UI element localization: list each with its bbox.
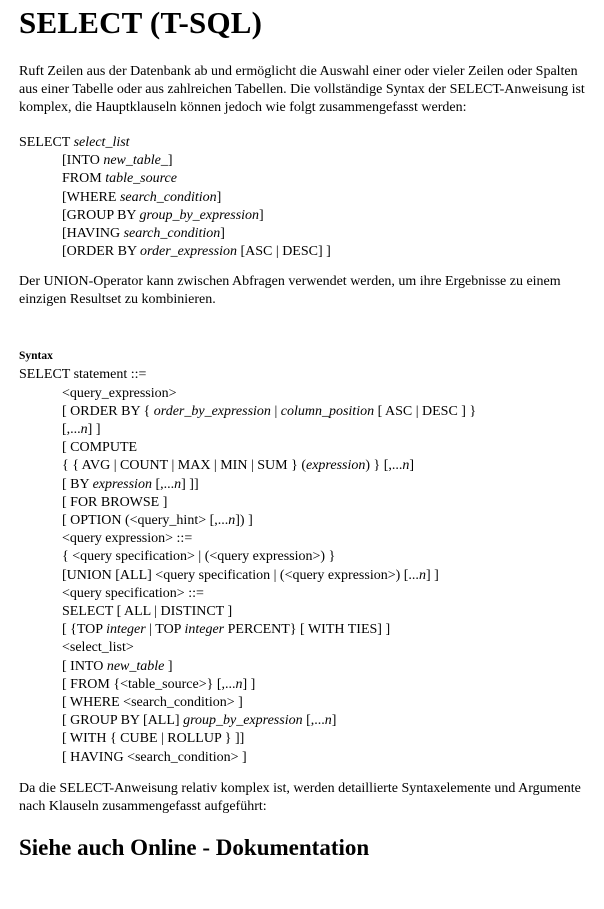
summary-line: [19, 170, 598, 188]
syntax-placeholder: expression: [306, 458, 366, 474]
syntax-text: [ ASC | DESC ] }: [374, 403, 477, 419]
syntax-text: [ ORDER BY {: [62, 403, 154, 419]
syntax-line: [19, 530, 598, 548]
syntax-text: <query specification> ::=: [62, 585, 204, 601]
syntax-text: SELECT: [19, 135, 74, 150]
syntax-text: [ OPTION (<query_hint> [,...: [62, 513, 229, 529]
syntax-line: [19, 639, 598, 657]
syntax-placeholder: n: [174, 476, 182, 492]
syntax-text: [ INTO: [62, 658, 107, 674]
syntax-placeholder: search_condition: [119, 189, 217, 205]
syntax-text: ] ]]: [181, 476, 199, 492]
syntax-text: [ORDER BY: [62, 244, 141, 260]
syntax-text: [ FROM {<table_source>} [,...: [62, 676, 236, 692]
syntax-text: | TOP: [145, 622, 185, 638]
syntax-text: <select_list>: [62, 640, 134, 656]
syntax-line: [19, 512, 598, 530]
summary-line: [19, 207, 598, 225]
summary-line: [19, 243, 598, 261]
syntax-text: PERCENT} [ WITH TIES] ]: [224, 622, 391, 638]
syntax-text: { <query specification> | (<query expression>) }: [62, 549, 336, 565]
see-also-heading: Siehe auch Online - Dokumentation: [19, 834, 370, 860]
syntax-placeholder: n: [418, 567, 426, 583]
syntax-text: ) } [,...: [365, 458, 403, 474]
syntax-text: ] ]: [87, 422, 101, 438]
syntax-text: ] ]: [425, 567, 439, 583]
syntax-line: [19, 749, 598, 767]
syntax-text: [GROUP BY: [62, 207, 140, 223]
syntax-line: [19, 385, 598, 403]
syntax-placeholder: table_source: [105, 171, 177, 187]
syntax-text: [WHERE: [62, 189, 120, 205]
syntax-text: ]) ]: [235, 513, 253, 529]
syntax-text: [,...: [62, 422, 81, 438]
syntax-text: [ GROUP BY [ALL]: [62, 713, 184, 729]
union-paragraph: Der UNION-Operator kann zwischen Abfragen verwendet werden, um ihre Ergebnisse zu einem einzigen Resultset zu kombinieren.: [19, 274, 561, 308]
syntax-line: [19, 421, 598, 439]
syntax-text: <query_expression>: [62, 385, 177, 401]
syntax-placeholder: n: [235, 676, 243, 692]
syntax-text: SELECT [ ALL | DISTINCT ]: [62, 604, 233, 620]
syntax-text: FROM: [62, 171, 106, 187]
summary-line: [19, 134, 598, 152]
syntax-line: [19, 457, 598, 475]
syntax-placeholder: search_condition: [123, 226, 221, 242]
syntax-line: [19, 694, 598, 712]
syntax-line: [19, 476, 598, 494]
syntax-placeholder: group_by_expression: [183, 713, 303, 729]
syntax-block: [19, 366, 598, 766]
syntax-text: ]: [167, 153, 173, 169]
syntax-placeholder: n: [402, 458, 410, 474]
syntax-placeholder: order_expression: [140, 244, 237, 260]
syntax-placeholder: n: [80, 422, 88, 438]
syntax-placeholder: select_list: [73, 135, 130, 150]
syntax-text: <query expression> ::=: [62, 531, 193, 547]
syntax-text: [ COMPUTE: [62, 440, 138, 456]
syntax-text: { { AVG | COUNT | MAX | MIN | SUM } (: [62, 458, 306, 474]
select-summary-block: [19, 134, 598, 261]
summary-line: [19, 152, 598, 170]
syntax-line: [19, 366, 598, 384]
syntax-text: ]: [259, 207, 264, 223]
syntax-text: [ BY: [62, 476, 93, 492]
syntax-heading: Syntax: [19, 350, 53, 363]
syntax-text: ]: [164, 658, 173, 674]
syntax-line: [19, 567, 598, 585]
syntax-text: [,...: [151, 476, 175, 492]
syntax-line: [19, 494, 598, 512]
syntax-line: [19, 730, 598, 748]
syntax-text: [HAVING: [62, 226, 124, 242]
syntax-text: SELECT statement ::=: [19, 367, 147, 383]
syntax-placeholder: n: [228, 513, 236, 529]
syntax-line: [19, 403, 598, 421]
summary-line: [19, 189, 598, 207]
syntax-placeholder: integer: [106, 622, 146, 638]
syntax-placeholder: new_table_: [103, 153, 168, 169]
syntax-text: ]: [216, 189, 222, 205]
syntax-placeholder: column_position: [280, 403, 375, 419]
syntax-placeholder: integer: [184, 622, 225, 638]
syntax-placeholder: group_by_expression: [139, 207, 260, 223]
syntax-text: ] ]: [242, 676, 256, 692]
intro-paragraph: Ruft Zeilen aus der Datenbank ab und ermöglicht die Auswahl einer oder vieler Zeilen oder Spalten aus einer Tabelle oder aus zahlreichen Tabellen. Die vollständige Syntax der SELECT-Anweisung ist komplex, die Hauptklauseln können jedoch wie folgt zusammengefasst werden:: [19, 64, 585, 115]
syntax-placeholder: new_table: [106, 658, 165, 674]
syntax-text: ]: [409, 458, 415, 474]
syntax-text: [UNION [ALL] <query specification | (<query expression>) [...: [62, 567, 419, 583]
syntax-line: [19, 676, 598, 694]
syntax-line: [19, 712, 598, 730]
syntax-line: [19, 439, 598, 457]
syntax-text: [ WITH { CUBE | ROLLUP } ]]: [62, 731, 245, 747]
syntax-text: ]: [331, 713, 337, 729]
syntax-text: [ASC | DESC] ]: [237, 244, 331, 260]
syntax-line: [19, 585, 598, 603]
syntax-line: [19, 658, 598, 676]
syntax-text: [INTO: [62, 153, 104, 169]
syntax-text: [ {TOP: [62, 622, 107, 638]
summary-line: [19, 225, 598, 243]
syntax-text: [,...: [302, 713, 325, 729]
syntax-text: [ FOR BROWSE ]: [62, 494, 168, 510]
syntax-line: [19, 621, 598, 639]
syntax-placeholder: n: [324, 713, 332, 729]
syntax-line: [19, 548, 598, 566]
page-title: SELECT (T-SQL): [19, 5, 263, 40]
syntax-placeholder: order_by_expression: [153, 403, 271, 419]
syntax-text: [ WHERE <search_condition> ]: [62, 695, 243, 711]
outro-paragraph: Da die SELECT-Anweisung relativ komplex ist, werden detaillierte Syntaxelemente und Argumente nach Klauseln zusammengefasst aufgeführt:: [19, 780, 581, 814]
syntax-text: |: [270, 403, 281, 419]
syntax-placeholder: expression: [92, 476, 152, 492]
syntax-text: ]: [220, 226, 225, 242]
syntax-text: [ HAVING <search_condition> ]: [62, 749, 247, 765]
syntax-line: [19, 603, 598, 621]
